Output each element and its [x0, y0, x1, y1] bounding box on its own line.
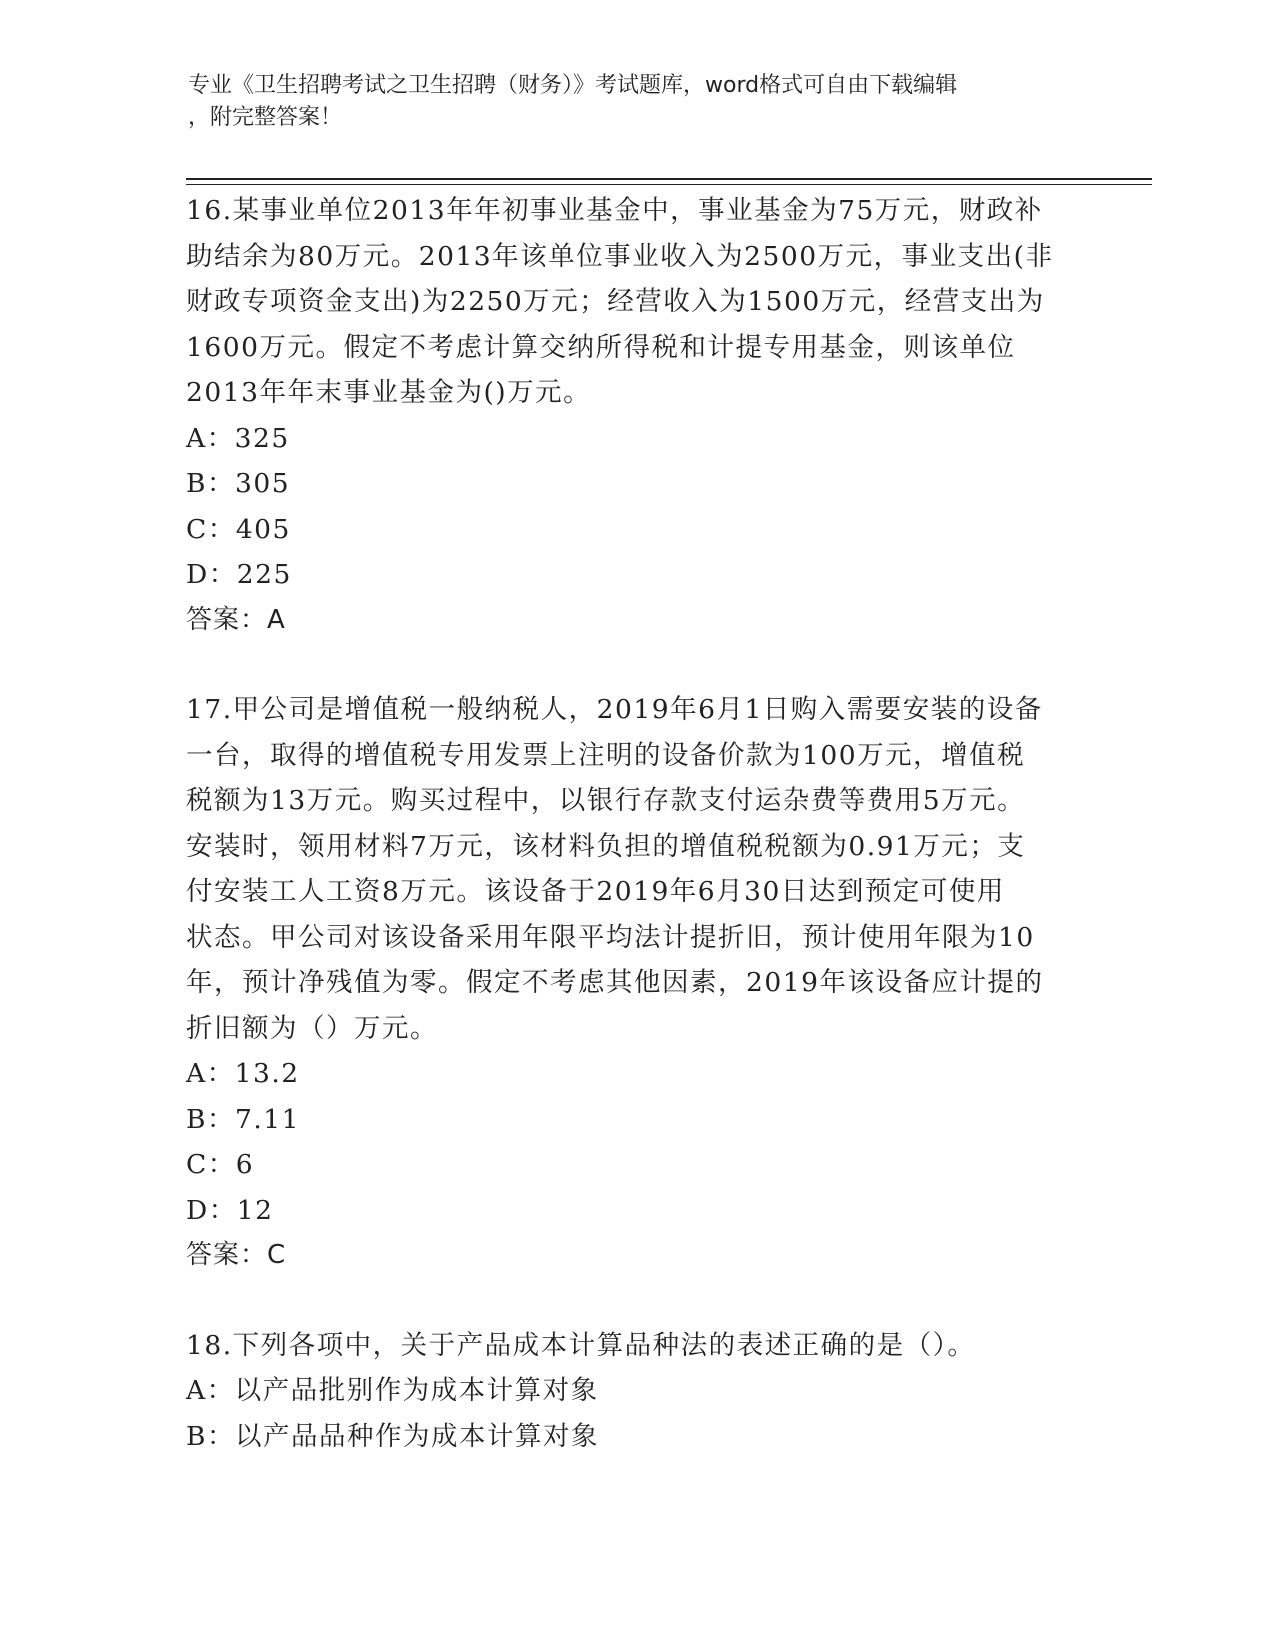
header-line-1: 专业《卫生招聘考试之卫生招聘（财务）》考试题库，word格式可自由下载编辑	[188, 73, 958, 98]
question-list	[186, 188, 1086, 1459]
question-text-line: 18.下列各项中，关于产品成本计算品种法的表述正确的是（）。	[186, 1329, 976, 1361]
question-text-line: 财政专项资金支出)为2250万元；经营收入为1500万元，经营支出为	[186, 286, 1045, 317]
option-d: D：225	[186, 559, 292, 590]
option-b: B：305	[186, 468, 291, 499]
question-18	[186, 1323, 1086, 1460]
option-a: A：13.2	[186, 1058, 300, 1089]
option-d: D：12	[186, 1194, 274, 1226]
option-c: C：405	[186, 513, 291, 545]
question-text-line: 税额为13万元。购买过程中，以银行存款支付运杂费等费用5万元。	[186, 785, 1026, 816]
option-b: B：7.11	[186, 1103, 300, 1135]
question-text-line: 付安装工人工资8万元。该设备于2019年6月30日达到预定可使用	[186, 876, 1005, 907]
question-text-line: 17.甲公司是增值税一般纳税人，2019年6月1日购入需要安装的设备	[186, 694, 1043, 725]
question-text-line: 助结余为80万元。2013年该单位事业收入为2500万元，事业支出(非	[186, 240, 1054, 272]
question-text-line: 1600万元。假定不考虑计算交纳所得税和计提专用基金，则该单位	[186, 331, 1016, 363]
header-divider-thick	[186, 178, 1152, 180]
question-16	[186, 188, 1086, 643]
question-text-line: 2013年年末事业基金为()万元。	[186, 377, 592, 408]
answer-line: 答案：C	[186, 1240, 287, 1270]
option-a: A：以产品批别作为成本计算对象	[186, 1375, 599, 1406]
question-text-line: 折旧额为（）万元。	[186, 1012, 438, 1044]
answer-line: 答案：A	[186, 604, 286, 635]
question-text-line: 安装时，领用材料7万元，该材料负担的增值税税额为0.91万元；支	[186, 830, 1026, 862]
document-header	[188, 70, 1068, 134]
question-text-line: 状态。甲公司对该设备采用年限平均法计提折旧，预计使用年限为10	[186, 921, 1035, 953]
header-line-2: ，附完整答案！	[188, 105, 343, 130]
option-b: B：以产品品种作为成本计算对象	[186, 1420, 599, 1452]
option-c: C：6	[186, 1149, 255, 1180]
question-text-line: 16.某事业单位2013年年初事业基金中，事业基金为75万元，财政补	[186, 195, 1043, 226]
option-a: A：325	[186, 422, 290, 454]
question-text-line: 一台，取得的增值税专用发票上注明的设备价款为100万元，增值税	[186, 739, 1026, 771]
question-17	[186, 687, 1086, 1279]
header-divider-thin	[186, 184, 1152, 185]
question-text-line: 年，预计净残值为零。假定不考虑其他因素，2019年该设备应计提的	[186, 967, 1044, 998]
